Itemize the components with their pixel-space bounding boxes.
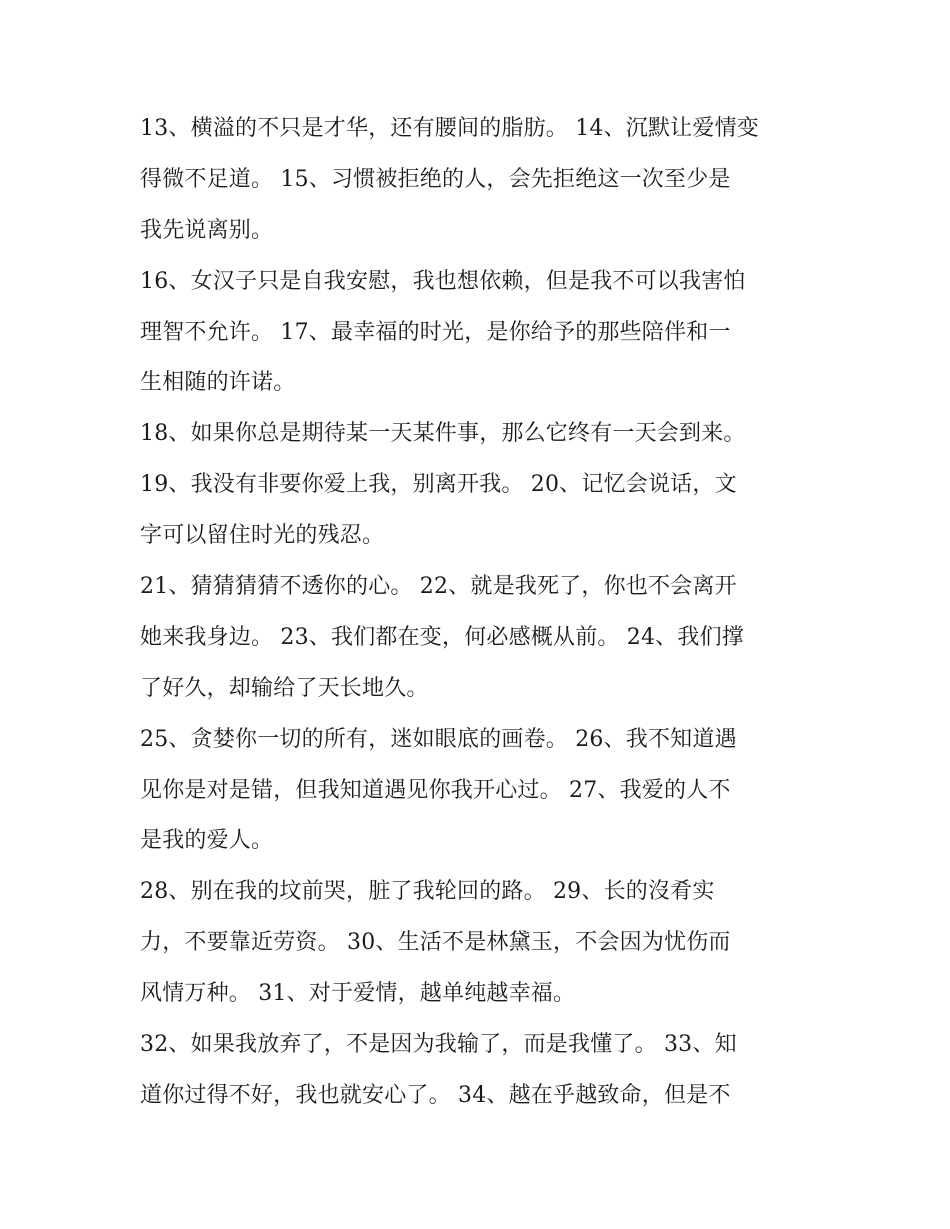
text-line: 25、贪婪你一切的所有，迷如眼底的画卷。 26、我不知道遇 <box>140 726 737 752</box>
text-line: 16、女汉子只是自我安慰，我也想依赖，但是我不可以我害怕 <box>140 268 746 294</box>
text-line: 道你过得不好，我也就安心了。 34、越在乎越致命，但是不 <box>140 1082 731 1108</box>
text-line: 她来我身边。 23、我们都在变，何必感概从前。 24、我们撑 <box>140 624 744 650</box>
text-line: 是我的爱人。 <box>140 828 274 854</box>
text-line: 我先说离别。 <box>140 217 274 243</box>
text-body <box>140 104 815 1122</box>
text-line: 理智不允许。 17、最幸福的时光，是你给予的那些陪伴和一 <box>140 319 731 345</box>
text-line: 风情万种。 31、对于爱情，越单纯越幸福。 <box>140 981 576 1007</box>
text-line: 18、如果你总是期待某一天某件事，那么它终有一天会到来。 <box>140 421 746 447</box>
text-line: 见你是对是错，但我知道遇见你我开心过。 27、我爱的人不 <box>140 777 731 803</box>
text-line: 力，不要靠近劳资。 30、生活不是林黛玉，不会因为忧伤而 <box>140 930 731 956</box>
text-line: 32、如果我放弃了，不是因为我输了，而是我懂了。 33、知 <box>140 1032 737 1058</box>
text-line: 了好久，却输给了天长地久。 <box>140 675 429 701</box>
text-line: 19、我没有非要你爱上我，别离开我。 20、记忆会说话，文 <box>140 472 737 498</box>
text-line: 28、别在我的坟前哭，脏了我轮回的路。 29、长的沒肴实 <box>140 879 715 905</box>
text-line: 得微不足道。 15、习惯被拒绝的人，会先拒绝这一次至少是 <box>140 166 731 192</box>
text-line: 21、猜猜猜猜不透你的心。 22、就是我死了，你也不会离开 <box>140 574 737 600</box>
text-line: 字可以留住时光的残忍。 <box>140 523 385 549</box>
text-line: 13、横溢的不只是才华，还有腰间的脂肪。 14、沉默让爱情变 <box>140 116 759 141</box>
text-line: 生相随的许诺。 <box>140 370 296 396</box>
